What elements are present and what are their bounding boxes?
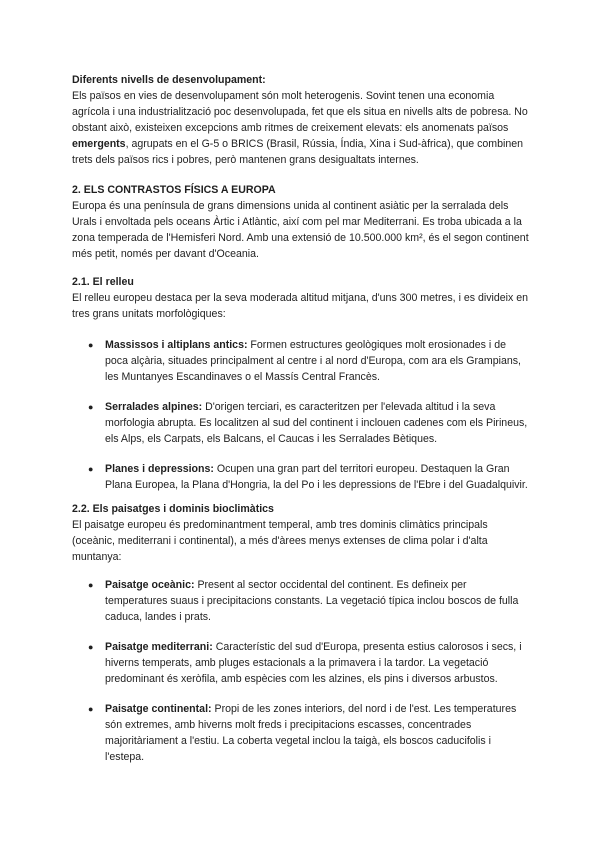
section-heading-landscapes: 2.2. Els paisatges i dominis bioclimàtics <box>72 503 274 515</box>
paragraph-text: Els països en vies de desenvolupament són molt heterogenis. Sovint tenen una economia agrícola i una industrialització poc desenvolupada, fet que els situa en nivells alts de pobresa. No obstant això, existeixen excepcions amb ritmes de creixement elevats: els anomenats països <box>72 90 528 134</box>
list-item <box>88 461 530 493</box>
paragraph-relief: El relleu europeu destaca per la seva moderada altitud mitjana, d'uns 300 metres, i es divideix en tres grans unitats morfològiques: <box>72 292 529 320</box>
list-item-term: Paisatge continental: <box>105 703 212 715</box>
list-item-term: Serralades alpines: <box>105 401 203 413</box>
paragraph-landscapes: El paisatge europeu és predominantment temperal, amb tres dominis climàtics principals (oceànic, mediterrani i continental), a més d'àrees menys extenses de clima polar i d'alta muntanya: <box>72 519 488 563</box>
list-item-description: D'origen terciari, es caracteritzen per l'elevada altitud i la seva morfologia abrupta. Es localitzen al sud del continent i inclouen cadenes com els Pirineus, els Alps, els Carpats, els Balcans, el Caucas i les Serralades Bètiques. <box>105 401 528 445</box>
list-item-term: Planes i depressions: <box>105 463 214 475</box>
list-item-description: Present al sector occidental del continent. Es defineix per temperatures suaus i precipitacions constants. La vegetació típica inclou boscos de fulla caduca, landes i prats. <box>105 579 519 623</box>
list-item <box>88 399 530 447</box>
list-item <box>88 639 530 687</box>
bullet-icon: ● <box>88 402 94 412</box>
bullet-icon: ● <box>88 580 94 590</box>
list-item <box>88 701 530 765</box>
paragraph-text: , agrupats en el G-5 o BRICS (Brasil, Rússia, Índia, Xina i Sud-àfrica), que combinen trets dels països rics i pobres, però mantenen grans desigualtats internes. <box>72 138 524 166</box>
paragraph-levels <box>72 88 530 168</box>
list-item-term: Paisatge oceànic: <box>105 579 195 591</box>
bullet-icon: ● <box>88 340 94 350</box>
list-item-description: Ocupen una gran part del territori europeu. Destaquen la Gran Plana Europea, la Plana d'Hongria, la del Po i les depressions de l'Ebre i del Guadalquivir. <box>105 463 528 491</box>
list-item <box>88 337 530 385</box>
list-item-description: Propi de les zones interiors, del nord i de l'est. Les temperatures són extremes, amb hiverns molt freds i precipitacions escasses, concentrades majoritàriament a l'estiu. La coberta vegetal inclou la taigà, els boscos caducifolis i l'estepa. <box>105 703 517 763</box>
emphasis-emergents: emergents <box>72 138 126 150</box>
bullet-icon: ● <box>88 704 94 714</box>
list-item-description: Formen estructures geològiques molt erosionades i de poca alçària, situades principalment al centre i al nord d'Europa, com ara els Grampians, les Muntanyes Escandinaves o el Massís Central Francès. <box>105 339 521 383</box>
list-item-term: Massissos i altiplans antics: <box>105 339 248 351</box>
bullet-icon: ● <box>88 642 94 652</box>
list-item-description: Característic del sud d'Europa, presenta estius calorosos i secs, i hiverns temperats, amb pluges estacionals a la primavera i la tardor. La vegetació predominant és xeròfila, amb espècies com les alzines, els pins i diversos arbustos. <box>105 641 522 685</box>
landscapes-list <box>72 577 530 765</box>
bullet-icon: ● <box>88 464 94 474</box>
list-item-term: Paisatge mediterrani: <box>105 641 213 653</box>
paragraph-europe: Europa és una península de grans dimensions unida al continent asiàtic per la serralada dels Urals i envoltada pels oceans Àrtic i Atlàntic, així com pel mar Mediterrani. Es troba ubicada a la zona temperada de l'Hemisferi Nord. Amb una extensió de 10.500.000 km², és el segon continent més petit, només per davant d'Oceania. <box>72 200 529 260</box>
section-heading-relief: 2.1. El relleu <box>72 276 134 288</box>
section-heading-levels: Diferents nivells de desenvolupament: <box>72 74 266 86</box>
section-heading-physical-contrasts: 2. ELS CONTRASTOS FÍSICS A EUROPA <box>72 184 276 196</box>
list-item <box>88 577 530 625</box>
relief-list <box>72 337 530 493</box>
